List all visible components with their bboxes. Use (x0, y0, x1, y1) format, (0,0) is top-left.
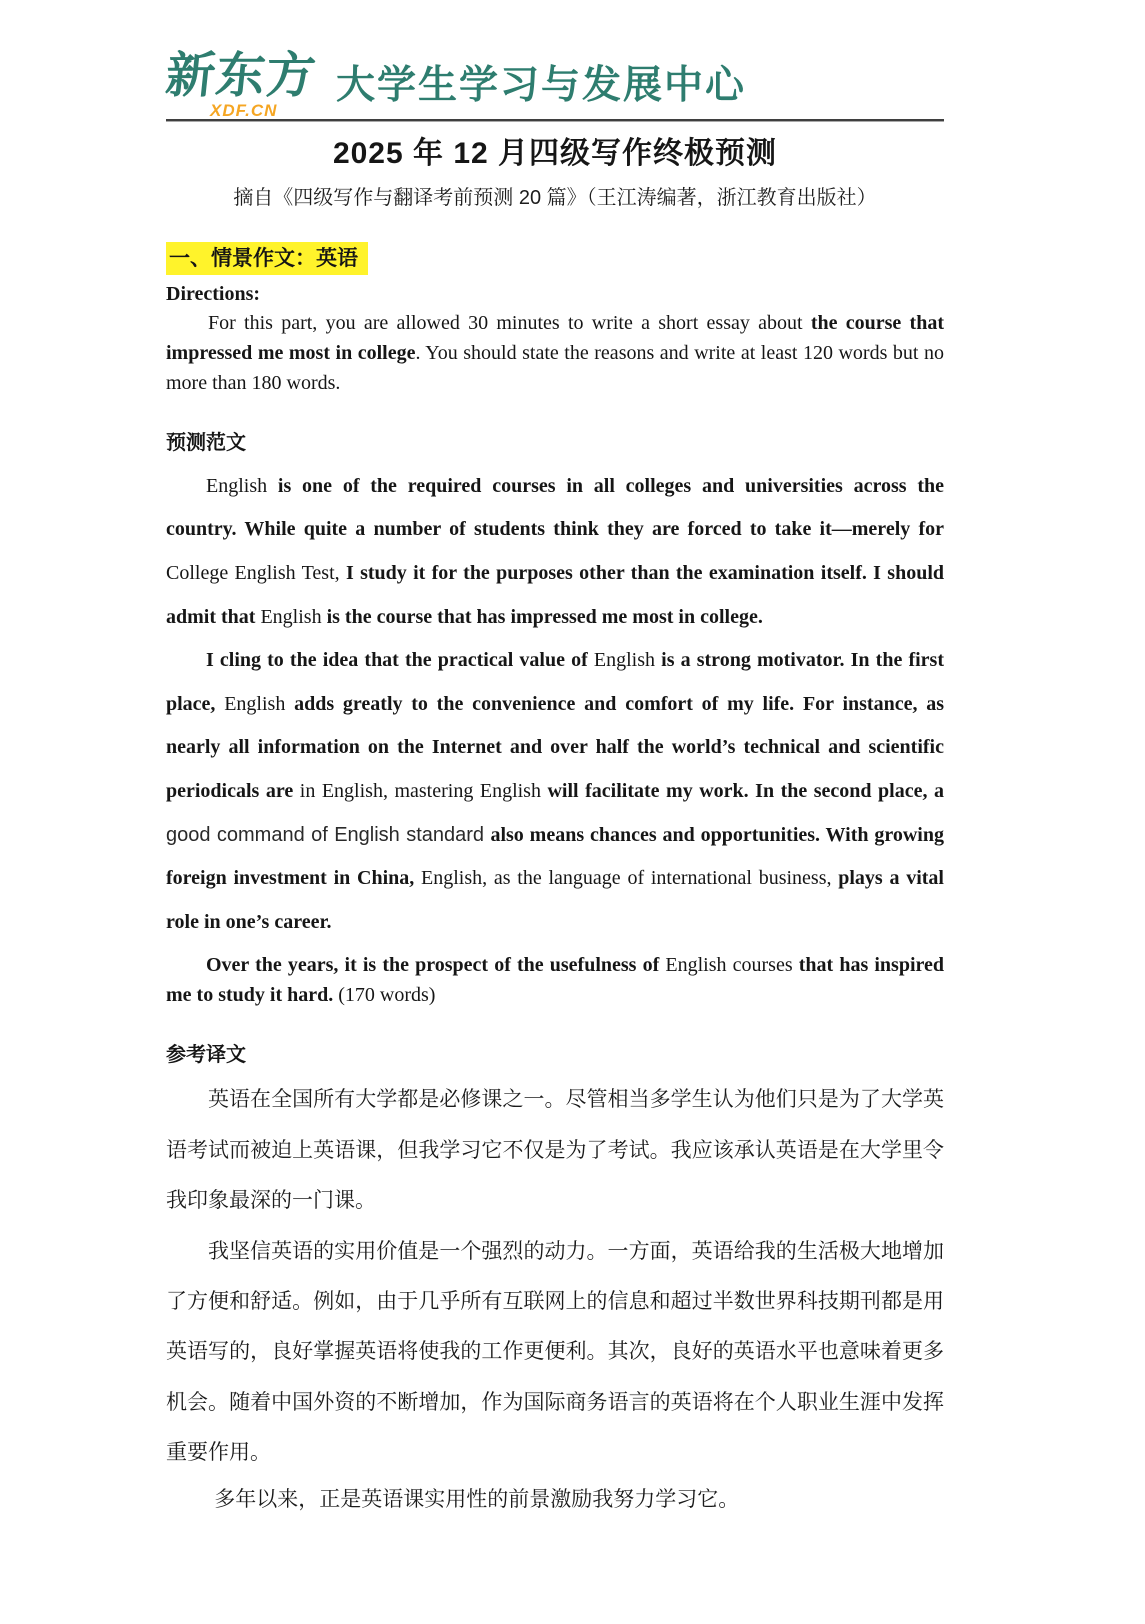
text-segment: I study it for the purposes other than the examination itself. I should admit that (166, 561, 944, 628)
text-segment: Over the years, it is the prospect of the usefulness of (206, 954, 666, 977)
text-segment: is a strong motivator. In the first place, (166, 649, 944, 715)
text-segment: English, as the language of international business, (421, 867, 839, 890)
center-name: 大学生学习与发展中心 (336, 63, 747, 107)
text-segment: plays a vital role in one’s career. (166, 867, 944, 933)
logo-brand-text: 新东方 (163, 49, 319, 103)
translation-heading: 参考译文 (166, 1044, 246, 1067)
text-segment: College English Test, (166, 561, 346, 584)
text-segment: English (206, 474, 278, 497)
text-segment: English (260, 605, 327, 628)
translation-paragraph-3: 多年以来，正是英语课实用性的前景激励我努力学习它。 (214, 1488, 740, 1512)
text-segment: the course that impressed me most in college (166, 311, 944, 364)
essay-paragraph-1 (166, 465, 944, 639)
text-segment: English (224, 692, 295, 715)
header (163, 49, 944, 120)
section-heading-wrap (166, 242, 944, 275)
text-segment: . You should state the reasons and write at least 120 words but no more than 180 words. (166, 341, 944, 394)
essay-paragraph-3 (166, 950, 944, 1010)
text-segment: is the course that has impressed me most in college. (326, 605, 763, 628)
page-title: 2025 年 12 月四级写作终极预测 (332, 137, 778, 170)
text-segment: is one of the required courses in all colleges and universities across the country. While quite a number of students think they are forced to take it—merely for (166, 474, 944, 541)
logo-domain-text: XDF.CN (210, 101, 278, 120)
header-divider (166, 119, 944, 122)
translation-paragraph-2: 我坚信英语的实用价值是一个强烈的动力。一方面，英语给我的生活极大地增加了方便和舒适。例如，由于几乎所有互联网上的信息和超过半数世界科技期刊都是用英语写的，良好掌握英语将使我的工作更便利。其次，良好的英语水平也意味着更多机会。随着中国外资的不断增加，作为国际商务语言的英语将在个人职业生涯中发挥重要作用。 (166, 1239, 944, 1465)
directions-paragraph (166, 308, 944, 398)
directions-label: Directions: (166, 282, 261, 305)
text-segment: For this part, you are allowed 30 minutes to write a short essay about (208, 311, 811, 334)
text-segment: that has inspired me to study it hard. (166, 954, 945, 1007)
text-segment: (170 words) (338, 984, 436, 1007)
text-segment: I cling to the idea that the practical value of (206, 649, 594, 672)
translation-paragraph-1: 英语在全国所有大学都是必修课之一。尽管相当多学生认为他们只是为了大学英语考试而被迫上英语课，但我学习它不仅是为了考试。我应该承认英语是在大学里令我印象最深的一门课。 (166, 1088, 944, 1213)
text-segment: good command of English standard (166, 823, 491, 846)
text-segment: also means chances and opportunities. With growing foreign investment in China, (166, 823, 944, 890)
essay-paragraph-2 (166, 639, 944, 944)
section-heading-highlight: 一、情景作文：英语 (166, 242, 368, 275)
essay-heading: 预测范文 (166, 431, 246, 454)
text-segment: adds greatly to the convenience and comfort of my life. For instance, as nearly all information on the Internet and over half the world’s technical and scientific periodicals are (166, 692, 944, 802)
source-line: 摘自《四级写作与翻译考前预测 20 篇》（王江涛编著，浙江教育出版社） (233, 186, 877, 209)
text-segment: will facilitate my work. In the second place, a (547, 779, 945, 802)
text-segment: in English, mastering English (299, 779, 548, 802)
xdf-logo (163, 49, 319, 120)
text-segment: English courses (665, 954, 799, 977)
text-segment: English (593, 649, 662, 672)
